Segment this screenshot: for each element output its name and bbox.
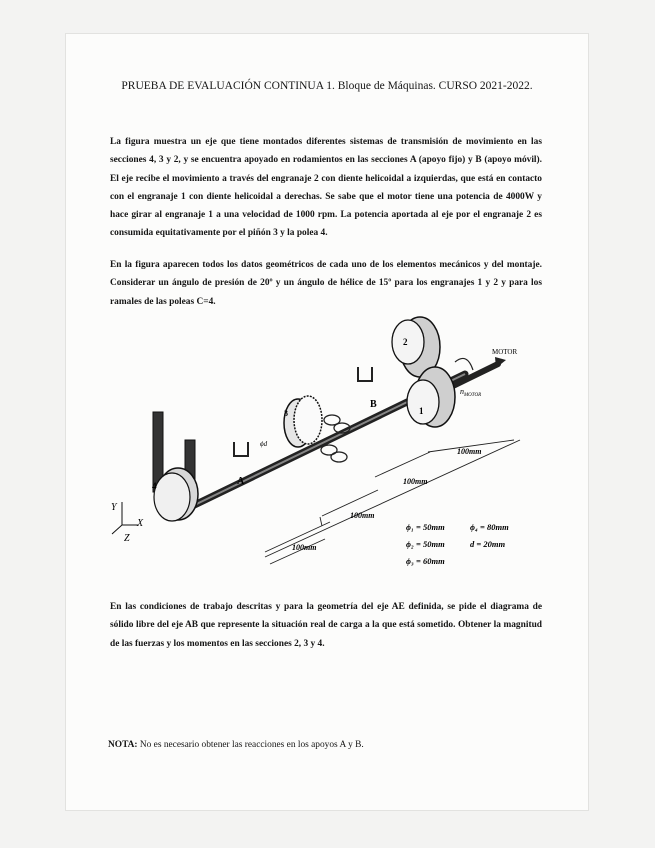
axis-y-label: Y [111,502,117,513]
data-phi3: ϕ₃ = 60mm [406,556,445,566]
n-motor-label: $n_{MOTOR}$ [460,387,482,398]
data-d: d = 20mm [470,539,506,549]
data-phi1: ϕ₁ = 50mm [406,522,445,532]
gear-3 [284,396,350,462]
note [108,740,364,750]
dimension-4: 100mm [457,447,482,456]
label-support-a: A [237,476,245,487]
label-gear-1: 1 [419,406,424,416]
label-phi-d: ϕd [260,440,268,448]
note-label: NOTA: [108,740,138,750]
label-support-b: B [370,399,377,410]
axis-x-label: X [137,518,144,529]
support-b [358,367,377,410]
pulley-4 [152,412,198,521]
dimension-1: 100mm [292,543,317,552]
data-phi4: ϕ₄ = 80mm [470,522,509,532]
shaft-assembly-figure [110,312,540,587]
note-text: No es necesario obtener las reacciones en los apoyos A y B. [139,740,364,750]
data-phi2: ϕ₂ = 50mm [406,539,445,549]
axis-z-label: Z [124,533,130,544]
page-title: PRUEBA DE EVALUACIÓN CONTINUA 1. Bloque de Máquinas. CURSO 2021-2022. [121,80,533,92]
paragraph-statement: La figura muestra un eje que tiene montados diferentes sistemas de transmisión de movimiento en las secciones 4, 3 y 2, y se encuentra apoyado en rodamientos en las secciones A (apoyo fijo) y B (apoyo móvil). El eje recibe el movimiento a través del engranaje 2 con diente helicoidal a izquierdas, que está en contacto con el engranaje 1 con diente helicoidal a derechas. Se sabe que el motor tiene una potencia de 4000W y hace girar al engranaje 1 a una velocidad de 1000 rpm. La potencia aportada al eje por el engranaje 2 es consumida equitativamente por el piñón 3 y la polea 4. [110,137,542,239]
motor-label: MOTOR [492,348,518,356]
paragraph-question: En las condiciones de trabajo descritas y para la geometría del eje AE definida, se pide el diagrama de sólido libre del eje AB que represente la situación real de carga a la que está sometido. Obtener la magnitud de las fuerzas y los momentos en las secciones 2, 3 y 4. [110,602,542,649]
label-pulley-4: 4 [152,481,157,491]
label-gear-2: 2 [403,337,408,347]
dimension-3: 100mm [403,477,428,486]
dimension-2: 100mm [350,511,375,520]
label-gear-3: 3 [284,409,288,418]
geometry-data [406,522,509,566]
paragraph-geometry: En la figura aparecen todos los datos geométricos de cada uno de los elementos mecánicos y del montaje. Considerar un ángulo de presión de 20º y un ángulo de hélice de 15º para los engranajes 1 y 2 y para los ramales de las poleas C=4. [110,260,542,307]
